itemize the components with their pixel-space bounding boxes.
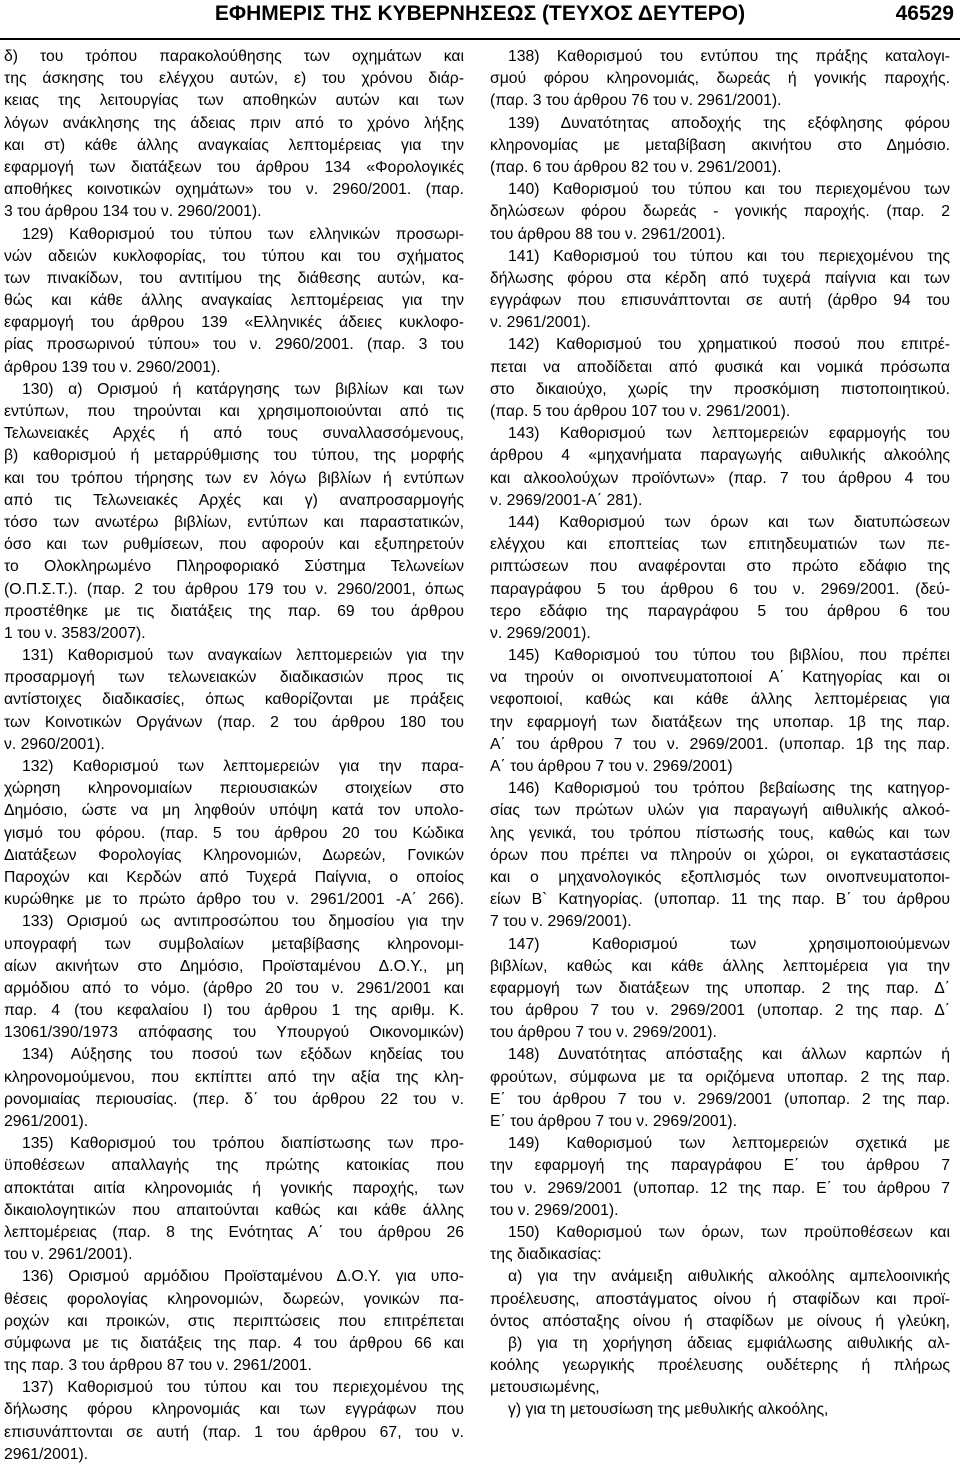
text-line: 133) Ορισμού ως αντιπροσώπου του δημοσίου για την	[22, 913, 464, 931]
text-line: 144) Καθορισμού των όρων και των διατυπώσεων	[508, 513, 950, 531]
text-line: ελέγχου και εποπτείας των επιτηδευματιών των πε‐	[490, 536, 950, 554]
text-line: 146) Καθορισμού του τρόπου βεβαίωσης της κατηγορ‐	[508, 780, 950, 798]
text-line: και ο μηχανολογικός εξοπλισμός των οινοπνευματοποι‐	[490, 868, 950, 886]
text-line: 3 του άρθρου 134 του ν. 2960/2001).	[4, 203, 262, 221]
text-line: σύμφωνα με τις διατάξεις της παρ. 4 του άρθρου 66 και	[4, 1334, 464, 1352]
text-line: 140) Καθορισμού του τύπου και του περιεχομένου των	[508, 181, 950, 199]
text-line: φρούτων, σύμφωνα με τα οριζόμενα υποπαρ. 2 της παρ.	[490, 1068, 950, 1086]
text-line: προστέθηκε με τις διατάξεις της παρ. 69 του άρθρου	[4, 602, 464, 620]
text-line: όντος απόσταξης οίνου ή σταφίδων με οίνους ή γλεύκη,	[490, 1312, 950, 1330]
left-column	[4, 46, 464, 1463]
text-line: του άρθρου 88 του ν. 2961/2001).	[490, 225, 726, 243]
text-line: του άρθρου 7 του ν. 2969/2001).	[490, 1024, 717, 1042]
text-line: ν. 2969/2001‐Α΄ 281).	[490, 491, 643, 509]
text-line: επισυνάπτονται σε αυτή (παρ. 1 του άρθρου 67, του ν.	[4, 1423, 464, 1441]
text-line: 1 του ν. 3583/2007).	[4, 624, 146, 642]
text-line: παραγράφου 5 του άρθρου 6 του ν. 2969/2001. (δεύ‐	[490, 580, 950, 598]
text-line: κυρώθηκε με το πρώτο άρθρο του ν. 2961/2001 ‐Α΄ 266).	[4, 891, 464, 909]
text-line: του άρθρου 7 του ν. 2969/2001 (υποπαρ. 2 της παρ. Δ΄	[490, 1002, 950, 1020]
text-line: Τελωνειακές Αρχές ή από τους συναλλασσόμενους,	[4, 425, 464, 443]
text-line: υπογραφή των συμβολαίων μεταβίβασης κληρονομι‐	[4, 935, 464, 953]
text-line: του ν. 2961/2001).	[4, 1246, 133, 1264]
text-line: 145) Καθορισμού του τύπου του βιβλίου, που πρέπει	[508, 647, 950, 665]
text-line: την εφαρμογή των διατάξεων της υποπαρ. 1β της παρ.	[490, 713, 950, 731]
text-line: 129) Καθορισμού του τύπου των ελληνικών προσωρι‐	[22, 225, 464, 243]
text-line: άρθρου 139 του ν. 2960/2001).	[4, 358, 221, 376]
text-line: 149) Καθορισμού των λεπτομερειών σχετικά με	[508, 1135, 950, 1153]
text-line: 139) Δυνατότητας αποδοχής της εξόφλησης φόρου	[508, 114, 950, 132]
text-line: θέσεις φορολογίας κληρονομιών, δωρεών, γονικών πα‐	[4, 1290, 464, 1308]
text-line: 136) Ορισμού αρμόδιου Προϊσταμένου Δ.Ο.Υ. για υπο‐	[22, 1268, 464, 1286]
text-line: ν. 2961/2001).	[490, 314, 591, 332]
text-line: ν. 2969/2001).	[490, 624, 591, 642]
text-line: 132) Καθορισμού των λεπτομερειών για την παρα‐	[22, 758, 464, 775]
text-line: λόγων ανάκλησης της άδειας πριν από το χρόνο λήξης	[4, 114, 464, 132]
text-line: αίων ακινήτων στο Δημόσιο, Προϊσταμένου Δ.Ο.Υ., μη	[4, 957, 464, 975]
text-line: ρονομιαίας περιουσίας. (περ. δ΄ του άρθρου 22 του ν.	[4, 1090, 464, 1108]
text-line: ροχών και προικών, στις περιπτώσεις που επιτρέπεται	[4, 1312, 464, 1330]
text-line: 148) Δυνατότητας απόσταξης και άλλων καρπών ή	[508, 1046, 950, 1064]
text-line: εφαρμογή των διατάξεων του άρθρου 134 «Φορολογικές	[4, 158, 464, 176]
text-line: γισμό του φόρου. (παρ. 5 του άρθρου 20 του Κώδικα	[4, 824, 464, 842]
text-line: δήλωσης φόρου κληρονομιάς και των εγγράφων που	[4, 1401, 464, 1419]
text-line: λης γενικά, του τρόπου πίστωσής τους, καθώς και των	[490, 824, 950, 842]
text-line: αποθήκες κοινοτικών οχημάτων» του ν. 2960/2001. (παρ.	[4, 181, 464, 199]
text-line: προσαρμογή των τελωνειακών διαδικασιών προς τις	[4, 669, 464, 687]
text-line: ριπτώσεων που αναφέρονται στο πρώτο εδάφιο της	[490, 558, 950, 576]
text-line: είων Β` Κατηγορίας. (υποπαρ. 11 της παρ. Β΄ του άρθρου	[490, 891, 950, 909]
text-line: μετουσιωμένης,	[490, 1379, 600, 1397]
text-line: εφαρμογή των διατάξεων της υποπαρ. 2 της παρ. Δ΄	[490, 979, 950, 997]
text-line: στο δικαιούχο, χωρίς την προσκόμιση πιστοποιητικού.	[490, 380, 950, 398]
text-line: κοόλης γεωργικής προέλευσης ουδέτερης ή πλήρως	[490, 1357, 950, 1375]
text-line: γ) για τη μετουσίωση της μεθυλικής αλκοόλης,	[508, 1401, 829, 1419]
text-line: σίας των πρώτων υλών για παραγωγή αιθυλικής αλκοό‐	[490, 802, 950, 820]
text-line: 13061/390/1973 απόφασης του Υπουργού Οικονομικών)	[4, 1024, 464, 1042]
text-line: 7 του ν. 2969/2001).	[490, 913, 632, 931]
text-line: δήλωσης φόρου στα κέρδη από τυχερά παίγνια και των	[490, 269, 950, 287]
text-line: και του τρόπου τήρησης των εν λόγω βιβλίων ή εντύπων	[4, 469, 464, 487]
text-line: (παρ. 5 του άρθρου 107 του ν. 2961/2001).	[490, 403, 791, 420]
text-line: 142) Καθορισμού του χρηματικού ποσού που επιτρέ‐	[508, 336, 950, 354]
text-line: 134) Αύξησης του ποσού των εξόδων κηδείας του	[22, 1046, 464, 1064]
text-line: τόσο των ανωτέρω βιβλίων, εντύπων και παραστατικών,	[4, 513, 464, 531]
text-line: β) καθορισμού ή μεταρρύθμισης του τύπου, της μορφής	[4, 447, 464, 465]
text-line: 141) Καθορισμού του τύπου και του περιεχομένου της	[508, 247, 950, 265]
text-line: 143) Καθορισμού των λεπτομερειών εφαρμογής του	[508, 425, 950, 443]
text-line: α) για την ανάμειξη αιθυλικής αλκοόλης αμπελοοινικής	[508, 1268, 950, 1286]
text-line: και αλκοολούχων προϊόντων» (παρ. 7 του άρθρου 4 του	[490, 469, 950, 487]
text-line: βιβλίων, καθώς και κάθε άλλης λεπτομέρεια για την	[490, 957, 950, 975]
text-line: παρ. 4 (του κεφαλαίου Ι) του άρθρου 1 της αριθμ. Κ.	[4, 1002, 464, 1020]
text-line: από τις Τελωνειακές Αρχές και γ) αναπροσαρμογής	[4, 491, 464, 509]
text-line: κληρονομίας με μεταβίβαση ακινήτου στο Δημόσιο.	[490, 136, 950, 154]
text-line: 137) Καθορισμού του τύπου και του περιεχομένου της	[22, 1379, 464, 1397]
text-line: των Κοινοτικών Οργάνων (παρ. 2 του άρθρου 180 του	[4, 713, 464, 731]
header-rule	[0, 38, 960, 40]
text-line: εφαρμογή του άρθρου 139 «Ελληνικές άδειες κυκλοφο‐	[4, 314, 464, 332]
text-line: της παρ. 3 του άρθρου 87 του ν. 2961/2001.	[4, 1357, 312, 1375]
text-line: αντίστοιχες διαδικασίες, όπως καθορίζονται με πράξεις	[4, 691, 464, 709]
text-line: νεφοποιοί, καθώς και κάθε άλλης λεπτομέρειας για	[490, 691, 950, 709]
text-line: 131) Καθορισμού των αναγκαίων λεπτομερειών για την	[22, 647, 464, 665]
right-column	[490, 46, 950, 1431]
text-line: λεπτομέρειας (παρ. 8 της Ενότητας Α΄ του άρθρου 26	[4, 1223, 464, 1241]
text-line: δικαιολογητικών που απαιτούνται καθώς και κάθε άλλης	[4, 1201, 464, 1219]
text-line: 138) Καθορισμού του εντύπου της πράξης καταλογι‐	[508, 48, 950, 65]
text-line: της διαδικασίας:	[490, 1246, 602, 1264]
text-line: των πινακίδων, του αντιτίμου της διάθεσης αυτών, κα‐	[4, 269, 464, 287]
text-line: Ε΄ του άρθρου 7 του ν. 2969/2001).	[490, 1113, 737, 1130]
text-line: άρθρου 4 «μηχανήματα παραγωγής αιθυλικής αλκοόλης	[490, 447, 950, 465]
page-header	[0, 0, 960, 40]
text-line: νών αδειών κυκλοφορίας, του τύπου και του σχήματος	[4, 247, 464, 265]
text-line: Ε΄ του άρθρου 7 του ν. 2969/2001 (υποπαρ. 2 της παρ.	[490, 1090, 950, 1108]
text-line: θώς και κάθε άλλης αναγκαίας λεπτομέρειας για την	[4, 292, 464, 310]
gazette-title: ΕΦΗΜΕΡΙΣ ΤΗΣ ΚΥΒΕΡΝΗΣΕΩΣ (ΤΕΥΧΟΣ ΔΕΥΤΕΡΟ)	[214, 2, 746, 25]
text-line: τερο εδάφιο της παραγράφου 5 του άρθρου 6 του	[490, 602, 950, 620]
text-line: κληρονομούμενου, που εκπίπτει από την αξία της κλη‐	[4, 1068, 464, 1086]
text-line: 150) Καθορισμού των όρων, των προϋποθέσεων και	[508, 1223, 950, 1241]
text-line: Διατάξεων Φορολογίας Κληρονομιών, Δωρεών, Γονικών	[4, 846, 464, 864]
text-line: ϋποθέσεων απαλλαγής της πρώτης κατοικίας που	[4, 1157, 464, 1175]
text-line: 135) Καθορισμού του τρόπου διαπίστωσης των προ‐	[22, 1135, 464, 1153]
text-line: όρων που πρέπει να πληρούν οι χώροι, οι εγκαταστάσεις	[490, 846, 950, 864]
text-line: της άσκησης του ελέγχου αυτών, ε) του χρόνου διάρ‐	[4, 70, 464, 88]
text-line: Δημόσιο, ώστε να μη ληφθούν υπόψη κατά τον υπολο‐	[4, 802, 464, 820]
text-line: την εφαρμογή της παραγράφου Ε΄ του άρθρου 7	[490, 1157, 950, 1175]
text-line: ν. 2960/2001).	[4, 735, 105, 753]
text-line: Α΄ του άρθρου 7 του ν. 2969/2001. (υποπαρ. 1β της παρ.	[490, 735, 950, 753]
text-line: προέλευσης, αποστάγματος οίνου ή σταφίδων και προϊ‐	[490, 1290, 950, 1308]
text-line: εγγράφων που επισυνάπτονται σε αυτή (άρθρο 94 του	[490, 292, 950, 310]
text-line: χώρηση κληρονομιαίων περιουσιακών στοιχείων στο	[4, 780, 464, 798]
text-line: να τηρούν οι οινοπνευματοποιοί Α΄ Κατηγορίας και οι	[490, 669, 950, 687]
text-line: (παρ. 3 του άρθρου 76 του ν. 2961/2001).	[490, 92, 782, 110]
text-line: Α΄ του άρθρου 7 του ν. 2969/2001)	[490, 758, 733, 775]
text-line: το Ολοκληρωμένο Πληροφοριακό Σύστημα Τελωνείων	[4, 558, 464, 576]
text-line: ρίας προσωρινού τύπου» του ν. 2960/2001. (παρ. 3 του	[4, 336, 464, 354]
text-line: κειας της λειτουργίας των αποθηκών αυτών και των	[4, 92, 464, 110]
text-line: εντύπων, που τηρούνται και χρησιμοποιούνται από τις	[4, 403, 464, 420]
text-line: του ν. 2969/2001 (υποπαρ. 12 της παρ. Ε΄ του άρθρου 7	[490, 1179, 950, 1197]
text-line: του ν. 2969/2001).	[490, 1201, 619, 1219]
text-line: (Ο.Π.Σ.Τ.). (παρ. 2 του άρθρου 179 του ν. 2960/2001, όπως	[4, 580, 464, 598]
text-line: β) για τη χορήγηση άδειας εμφιάλωσης αιθυλικής αλ‐	[508, 1334, 950, 1352]
text-line: πεται να αποδίδεται από φυσικά και νομικά πρόσωπα	[490, 358, 950, 376]
text-line: δ) του τρόπου παρακολούθησης των οχημάτων και	[4, 48, 464, 65]
text-line: Παροχών και Κερδών από Τυχερά Παίγνια, ο οποίος	[4, 868, 464, 886]
text-line: 147) Καθορισμού των χρησιμοποιούμενων	[508, 935, 950, 953]
text-line: όσο και των ρυθμίσεων, που αφορούν και εξυπηρετούν	[4, 536, 464, 554]
text-line: δηλώσεων φόρου δωρεάς ‐ γονικής παροχής. (παρ. 2	[490, 203, 950, 221]
text-line: 2961/2001).	[4, 1113, 89, 1130]
text-line: 130) α) Ορισμού ή κατάργησης των βιβλίων και των	[22, 380, 464, 398]
text-line: αρμόδιου από το νόμο. (άρθρο 20 του ν. 2961/2001 και	[4, 979, 464, 997]
text-line: σμού φόρου κληρονομιάς, δωρεάς ή γονικής παροχής.	[490, 70, 950, 88]
text-line: και στ) κάθε άλλης αναγκαίας λεπτομέρειας για την	[4, 136, 464, 154]
text-line: 2961/2001).	[4, 1445, 89, 1463]
page-number: 46529	[895, 2, 954, 25]
text-line: αποκτάται αιτία κληρονομιάς ή γονικής παροχής, των	[4, 1179, 464, 1197]
text-line: (παρ. 6 του άρθρου 82 του ν. 2961/2001).	[490, 158, 782, 176]
